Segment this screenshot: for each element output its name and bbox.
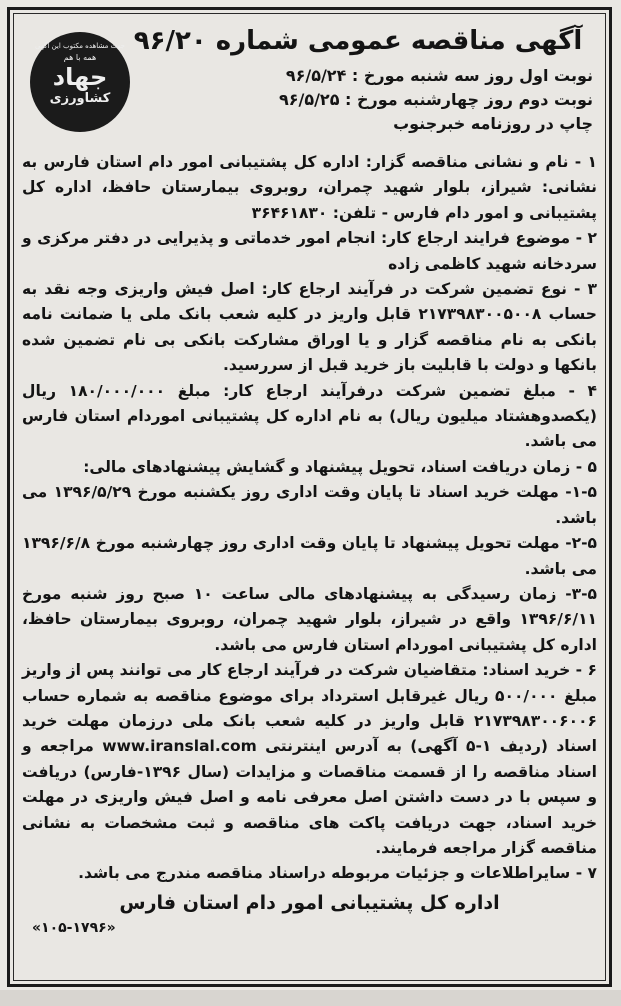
paragraph-2: ۲ - موضوع فرایند ارجاع کار: انجام امور خدماتی و پذیرایی در دفتر مرکزی و سردخانه شهید کاظمی زاده [22,229,597,273]
header-text [123,22,593,136]
issuer-signature: اداره کل پشتیبانی امور دام استان فارس [119,891,500,914]
paragraph-5-2: ۲-۵- مهلت تحویل پیشنهاد تا پایان وقت اداری روز چهارشنبه مورخ ۱۳۹۶/۶/۸ می باشد. [22,534,597,578]
paragraph-5-1: ۱-۵- مهلت خرید اسناد تا پایان وقت اداری روز یکشنبه مورخ ۱۳۹۶/۵/۲۹ می باشد. [22,483,597,527]
page-bottom-strip [0,990,621,1006]
paragraph-7: ۷ - سایراطلاعات و جزئیات مربوطه دراسناد مناقصه مندرج می باشد. [78,864,597,883]
ad-body [22,150,597,887]
paragraph-5-3: ۳-۵- زمان رسیدگی به پیشنهادهای مالی ساعت ۱۰ صبح روز شنبه مورخ ۱۳۹۶/۶/۱۱ واقع در شیراز، بلوار شهید چمران، روبروی بیمارستان حافظ، اداره کل پشتیبانی اموردام استان فارس می باشد. [22,584,597,654]
ad-header [22,18,597,150]
paragraph-1: ۱ - نام و نشانی مناقصه گزار: اداره کل پشتیبانی امور دام استان فارس به نشانی: شیراز، بلوار شهید چمران، روبروی بیمارستان حافظ، اداره کل پشتیبانی و امور دام فارس - تلفن: ۳۶۴۶۱۸۳۰ [22,153,597,222]
paragraph-6: ۶ - خرید اسناد: متقاضیان شرکت در فرآیند ارجاع کار می توانند پس از واریز مبلغ ۵۰۰/۰۰۰ ریال غیرقابل استرداد برای موضوع مناقصه به شماره حساب ۲۱۷۳۹۸۳۰۰۶۰۰۶ قابل واریز در کلیه شعب بانک ملی درزمان مهلت خرید اسناد (ردیف ۱-۵ آگهی) به آدرس اینترنتی www.iranslal.com مراجعه و اسناد مناقصه را از قسمت مناقصات و مزایدات (سال ۱۳۹۶-فارس) دریافت و سپس با در دست داشتن اصل معرفی نامه و اصل فیش واریزی در مهلت خرید اسناد، جهت دریافت پاکت های مناقصه و ثبت مشخصات به نشانی مناقصه گزار مراجعه فرمایند. [22,661,597,857]
paragraph-3: ۳ - نوع تضمین شرکت در فرآیند ارجاع کار: اصل فیش واریزی وجه نقد به حساب ۲۱۷۳۹۸۳۰۰۵۰۰۸ قابل واریز در کلیه شعب بانک ملی یا ضمانت نامه بانکی به نام مناقصه گزار و یا اوراق مشارکت بانکی بی نام تضمین شده بانکها و دولت با قابلیت باز خرید قبل از سررسید. [22,280,597,375]
logo-line3: جهاد [52,63,108,91]
second-run-date: نوبت دوم روز چهارشنبه مورخ : ۹۶/۵/۲۵ [278,90,593,109]
paragraph-5: ۵ - زمان دریافت اسناد، تحویل پیشنهاد و گشایش پیشنهادهای مالی: [83,457,597,476]
paragraph-4: ۴ - مبلغ تضمین شرکت درفرآیند ارجاع کار: مبلغ ۱۸۰/۰۰۰/۰۰۰ ریال (یکصدوهشتاد میلیون ریال) به نام اداره کل پشتیبانی اموردام استان فارس می باشد. [22,381,597,451]
logo-line1: جهت مشاهده مکتوب این آگهی [35,42,125,50]
ad-frame [7,7,612,987]
first-run-date: نوبت اول روز سه شنبه مورخ : ۹۶/۵/۲۴ [285,66,593,85]
logo-line4: کشاورزی [49,91,111,106]
ad-title: آگهی مناقصه عمومی شماره ۹۶/۲۰ [133,26,583,56]
newspaper-name: چاپ در روزنامه خبرجنوب [393,114,593,133]
ad-code: «۱۰۵-۱۷۹۶» [32,919,116,936]
logo-line2: همه با هم [63,53,97,62]
jahad-logo [30,32,130,132]
